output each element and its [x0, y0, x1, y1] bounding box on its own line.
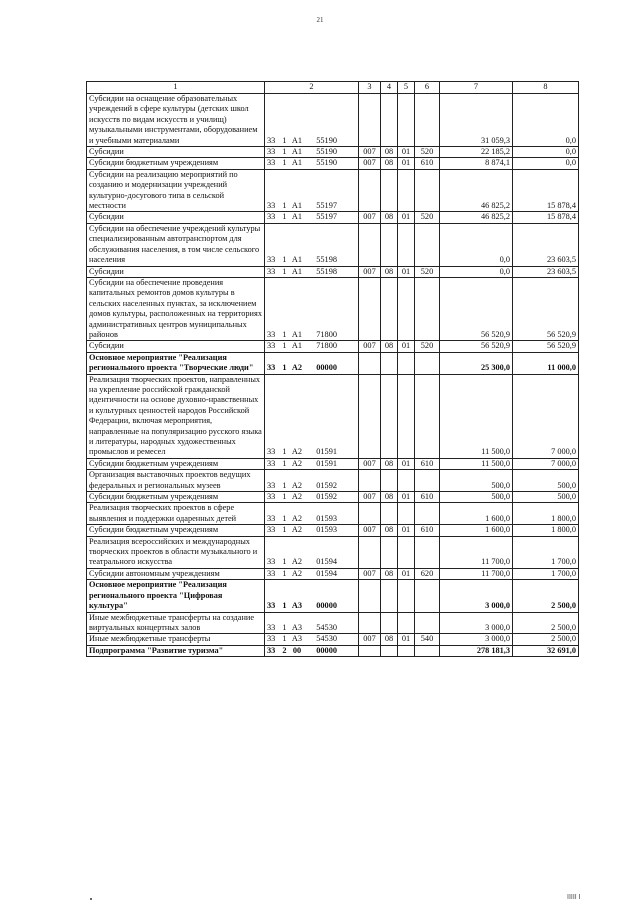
amount-col7: 46 825,2: [440, 169, 513, 212]
expense-type-code: 610: [415, 525, 440, 536]
target-article-code: [265, 634, 359, 645]
amount-col8: 56 520,9: [513, 277, 579, 340]
expense-type-code: 520: [415, 341, 440, 352]
code-subprogram: 2: [282, 645, 287, 655]
amount-col8: 32 691,0: [513, 645, 579, 656]
amount-col8: 1 700,0: [513, 536, 579, 568]
target-article-code: [265, 612, 359, 634]
column-header: 1: [87, 82, 265, 94]
code-subprogram: 1: [282, 601, 287, 611]
code-program: 33: [267, 147, 276, 157]
code-direction: 01594: [316, 568, 337, 578]
amount-col8: 1 800,0: [513, 525, 579, 536]
code-direction: 55190: [316, 147, 337, 157]
amount-col7: 3 000,0: [440, 634, 513, 645]
amount-col7: 500,0: [440, 492, 513, 503]
row-name: Субсидии: [87, 147, 265, 158]
table-row: [87, 266, 579, 277]
subsection-code: 01: [398, 634, 415, 645]
ministry-code: 007: [359, 266, 381, 277]
amount-col8: 1 700,0: [513, 568, 579, 579]
code-direction: 01594: [316, 557, 337, 567]
ministry-code: [359, 503, 381, 525]
section-code: 08: [381, 158, 398, 169]
section-code: 08: [381, 568, 398, 579]
section-code: 08: [381, 492, 398, 503]
column-header: 5: [398, 82, 415, 94]
amount-col7: 1 600,0: [440, 503, 513, 525]
ministry-code: [359, 536, 381, 568]
row-name: Субсидии бюджетным учреждениям: [87, 492, 265, 503]
ministry-code: [359, 94, 381, 147]
code-subprogram: 1: [282, 525, 287, 535]
subsection-code: 01: [398, 158, 415, 169]
code-event: A1: [291, 135, 303, 145]
amount-col8: 2 500,0: [513, 580, 579, 612]
code-program: 33: [267, 525, 276, 535]
ministry-code: 007: [359, 341, 381, 352]
amount-col7: 500,0: [440, 470, 513, 492]
expense-type-code: 610: [415, 492, 440, 503]
expense-type-code: [415, 223, 440, 266]
expense-type-code: 610: [415, 158, 440, 169]
code-event: A3: [291, 601, 303, 611]
target-article-code: [265, 277, 359, 340]
code-subprogram: 1: [282, 492, 287, 502]
code-event: A1: [291, 255, 303, 265]
expense-type-code: [415, 352, 440, 374]
column-header: 2: [265, 82, 359, 94]
code-direction: 55198: [316, 255, 337, 265]
section-code: [381, 536, 398, 568]
code-program: 33: [267, 135, 276, 145]
code-subprogram: 1: [282, 480, 287, 490]
code-subprogram: 1: [282, 147, 287, 157]
section-code: [381, 503, 398, 525]
code-subprogram: 1: [282, 329, 287, 339]
subsection-code: 01: [398, 525, 415, 536]
subsection-code: [398, 277, 415, 340]
amount-col7: 22 185,2: [440, 147, 513, 158]
target-article-code: [265, 147, 359, 158]
column-header: 4: [381, 82, 398, 94]
subsection-code: 01: [398, 147, 415, 158]
expense-type-code: 620: [415, 568, 440, 579]
expense-type-code: 610: [415, 458, 440, 469]
target-article-code: [265, 352, 359, 374]
amount-col8: 2 500,0: [513, 634, 579, 645]
table-row: [87, 536, 579, 568]
code-subprogram: 1: [282, 201, 287, 211]
ministry-code: 007: [359, 212, 381, 223]
table-header-row: [87, 82, 579, 94]
table-row: [87, 147, 579, 158]
amount-col8: 15 878,4: [513, 169, 579, 212]
expense-type-code: 520: [415, 266, 440, 277]
code-program: 33: [267, 480, 276, 490]
subsection-code: 01: [398, 458, 415, 469]
ministry-code: [359, 169, 381, 212]
row-name: Субсидии на обеспечение проведения капитальных ремонтов домов культуры в сельских населенных пунктах, за исключением домов культуры, расположенных на территориях административных центров муниципальных районов: [87, 277, 265, 340]
code-event: A2: [291, 480, 303, 490]
page-number: 21: [316, 16, 324, 24]
amount-col8: 0,0: [513, 94, 579, 147]
code-direction: 55197: [316, 212, 337, 222]
code-direction: 01593: [316, 525, 337, 535]
code-program: 33: [267, 158, 276, 168]
row-name: Реализация творческих проектов в сфере выявления и поддержки одаренных детей: [87, 503, 265, 525]
target-article-code: [265, 580, 359, 612]
row-name: Субсидии на реализацию мероприятий по созданию и модернизации учреждений культурно-досугового типа в сельской местности: [87, 169, 265, 212]
table-row: [87, 503, 579, 525]
ministry-code: [359, 223, 381, 266]
expense-type-code: [415, 470, 440, 492]
subsection-code: [398, 536, 415, 568]
target-article-code: [265, 458, 359, 469]
ministry-code: 007: [359, 147, 381, 158]
code-event: A2: [291, 568, 303, 578]
row-name: Субсидии бюджетным учреждениям: [87, 158, 265, 169]
row-name: Субсидии бюджетным учреждениям: [87, 458, 265, 469]
expense-type-code: [415, 645, 440, 656]
amount-col8: 0,0: [513, 158, 579, 169]
code-program: 33: [267, 568, 276, 578]
code-subprogram: 1: [282, 212, 287, 222]
ministry-code: [359, 612, 381, 634]
table-row: [87, 634, 579, 645]
amount-col7: 56 520,9: [440, 277, 513, 340]
code-direction: 01591: [316, 447, 337, 457]
target-article-code: [265, 94, 359, 147]
amount-col7: 0,0: [440, 266, 513, 277]
code-subprogram: 1: [282, 622, 287, 632]
code-event: A3: [291, 622, 303, 632]
row-name: Субсидии на обеспечение учреждений культуры специализированным автотранспортом для обслуживания населения, в том числе сельского населения: [87, 223, 265, 266]
code-program: 33: [267, 622, 276, 632]
table-row: [87, 492, 579, 503]
target-article-code: [265, 645, 359, 656]
target-article-code: [265, 266, 359, 277]
column-header: 8: [513, 82, 579, 94]
subsection-code: [398, 94, 415, 147]
code-event: A2: [291, 557, 303, 567]
code-event: A1: [291, 158, 303, 168]
code-program: 33: [267, 363, 276, 373]
code-direction: 00000: [316, 363, 337, 373]
expense-type-code: [415, 169, 440, 212]
code-program: 33: [267, 201, 276, 211]
amount-col7: 8 874,1: [440, 158, 513, 169]
ministry-code: [359, 470, 381, 492]
ministry-code: 007: [359, 458, 381, 469]
code-direction: 55190: [316, 158, 337, 168]
code-direction: 54530: [316, 634, 337, 644]
code-event: A1: [291, 329, 303, 339]
ministry-code: 007: [359, 525, 381, 536]
target-article-code: [265, 536, 359, 568]
target-article-code: [265, 374, 359, 458]
amount-col8: 1 800,0: [513, 503, 579, 525]
amount-col7: 56 520,9: [440, 341, 513, 352]
row-name: Субсидии автономным учреждениям: [87, 568, 265, 579]
ministry-code: [359, 645, 381, 656]
target-article-code: [265, 503, 359, 525]
row-name: Субсидии: [87, 212, 265, 223]
section-code: [381, 94, 398, 147]
section-code: [381, 645, 398, 656]
target-article-code: [265, 341, 359, 352]
subsection-code: [398, 580, 415, 612]
table-row: [87, 645, 579, 656]
target-article-code: [265, 525, 359, 536]
target-article-code: [265, 492, 359, 503]
subsection-code: [398, 352, 415, 374]
code-event: A2: [291, 492, 303, 502]
code-event: A2: [291, 458, 303, 468]
amount-col8: 7 000,0: [513, 374, 579, 458]
section-code: 08: [381, 341, 398, 352]
code-direction: 71800: [316, 329, 337, 339]
code-subprogram: 1: [282, 158, 287, 168]
section-code: 08: [381, 458, 398, 469]
amount-col8: 15 878,4: [513, 212, 579, 223]
expense-type-code: [415, 503, 440, 525]
section-code: [381, 470, 398, 492]
expense-type-code: 540: [415, 634, 440, 645]
amount-col7: 31 059,3: [440, 94, 513, 147]
code-program: 33: [267, 447, 276, 457]
amount-col7: 0,0: [440, 223, 513, 266]
code-direction: 01592: [316, 492, 337, 502]
row-name: Субсидии: [87, 341, 265, 352]
table-row: [87, 277, 579, 340]
code-program: 33: [267, 513, 276, 523]
code-program: 33: [267, 255, 276, 265]
section-code: 08: [381, 212, 398, 223]
ministry-code: [359, 580, 381, 612]
code-event: A2: [291, 447, 303, 457]
code-direction: 01593: [316, 513, 337, 523]
expense-type-code: 520: [415, 212, 440, 223]
amount-col8: 500,0: [513, 492, 579, 503]
subsection-code: [398, 223, 415, 266]
section-code: 08: [381, 525, 398, 536]
expense-type-code: 520: [415, 147, 440, 158]
column-header: 7: [440, 82, 513, 94]
amount-col8: 2 500,0: [513, 612, 579, 634]
table-row: [87, 223, 579, 266]
amount-col7: 11 700,0: [440, 568, 513, 579]
subsection-code: [398, 374, 415, 458]
row-name: Иные межбюджетные трансферты на создание виртуальных концертных залов: [87, 612, 265, 634]
scan-dot: [90, 898, 92, 900]
ministry-code: [359, 277, 381, 340]
target-article-code: [265, 169, 359, 212]
target-article-code: [265, 212, 359, 223]
code-program: 33: [267, 492, 276, 502]
table-row: [87, 352, 579, 374]
code-event: A1: [291, 341, 303, 351]
section-code: [381, 374, 398, 458]
ministry-code: 007: [359, 158, 381, 169]
row-name: Основное мероприятие "Реализация регионального проекта "Цифровая культура": [87, 580, 265, 612]
code-subprogram: 1: [282, 513, 287, 523]
section-code: [381, 352, 398, 374]
target-article-code: [265, 568, 359, 579]
table-row: [87, 525, 579, 536]
amount-col7: 25 300,0: [440, 352, 513, 374]
section-code: [381, 223, 398, 266]
subsection-code: [398, 645, 415, 656]
section-code: [381, 580, 398, 612]
row-name: Иные межбюджетные трансферты: [87, 634, 265, 645]
section-code: 08: [381, 266, 398, 277]
table-row: [87, 94, 579, 147]
table-row: [87, 374, 579, 458]
code-program: 33: [267, 329, 276, 339]
amount-col8: 500,0: [513, 470, 579, 492]
code-event: A2: [291, 513, 303, 523]
subsection-code: [398, 503, 415, 525]
row-name: Основное мероприятие "Реализация регионального проекта "Творческие люди": [87, 352, 265, 374]
section-code: [381, 612, 398, 634]
code-program: 33: [267, 645, 276, 655]
column-header: 3: [359, 82, 381, 94]
section-code: [381, 277, 398, 340]
subsection-code: 01: [398, 212, 415, 223]
column-header: 6: [415, 82, 440, 94]
code-event: 00: [292, 645, 302, 655]
code-event: A1: [291, 147, 303, 157]
code-direction: 00000: [316, 645, 337, 655]
section-code: 08: [381, 634, 398, 645]
target-article-code: [265, 223, 359, 266]
code-program: 33: [267, 557, 276, 567]
amount-col8: 7 000,0: [513, 458, 579, 469]
table-row: [87, 568, 579, 579]
section-code: [381, 169, 398, 212]
code-event: A1: [291, 201, 303, 211]
code-subprogram: 1: [282, 341, 287, 351]
row-name: Субсидии на оснащение образовательных учреждений в сфере культуры (детских школ искусств по видам искусств и училищ) музыкальными инструментами, оборудованием и учебными материалами: [87, 94, 265, 147]
table-row: [87, 212, 579, 223]
code-program: 33: [267, 341, 276, 351]
amount-col7: 11 500,0: [440, 374, 513, 458]
amount-col7: 278 181,3: [440, 645, 513, 656]
ministry-code: [359, 352, 381, 374]
subsection-code: [398, 470, 415, 492]
code-direction: 54530: [316, 622, 337, 632]
amount-col7: 3 000,0: [440, 612, 513, 634]
code-subprogram: 1: [282, 458, 287, 468]
code-program: 33: [267, 458, 276, 468]
row-name: Субсидии бюджетным учреждениям: [87, 525, 265, 536]
code-direction: 00000: [316, 601, 337, 611]
table-row: [87, 158, 579, 169]
code-direction: 01591: [316, 458, 337, 468]
amount-col8: 23 603,5: [513, 266, 579, 277]
code-program: 33: [267, 212, 276, 222]
ministry-code: 007: [359, 634, 381, 645]
amount-col8: 0,0: [513, 147, 579, 158]
table-row: [87, 341, 579, 352]
code-direction: 01592: [316, 480, 337, 490]
table-row: [87, 458, 579, 469]
expense-type-code: [415, 612, 440, 634]
code-subprogram: 1: [282, 255, 287, 265]
code-subprogram: 1: [282, 363, 287, 373]
code-subprogram: 1: [282, 135, 287, 145]
table-row: [87, 169, 579, 212]
row-name: Реализация всероссийских и международных творческих проектов в области музыкального и театрального искусства: [87, 536, 265, 568]
ministry-code: [359, 374, 381, 458]
code-subprogram: 1: [282, 266, 287, 276]
amount-col7: 11 500,0: [440, 458, 513, 469]
expense-type-code: [415, 580, 440, 612]
target-article-code: [265, 158, 359, 169]
code-event: A1: [291, 266, 303, 276]
expense-type-code: [415, 374, 440, 458]
amount-col8: 23 603,5: [513, 223, 579, 266]
amount-col7: 11 700,0: [440, 536, 513, 568]
subsection-code: [398, 612, 415, 634]
code-event: A1: [291, 212, 303, 222]
amount-col7: 3 000,0: [440, 580, 513, 612]
code-subprogram: 1: [282, 568, 287, 578]
code-event: A3: [291, 634, 303, 644]
code-subprogram: 1: [282, 447, 287, 457]
row-name: Подпрограмма "Развитие туризма": [87, 645, 265, 656]
code-direction: 55198: [316, 266, 337, 276]
target-article-code: [265, 470, 359, 492]
expense-type-code: [415, 536, 440, 568]
subsection-code: 01: [398, 341, 415, 352]
code-direction: 55197: [316, 201, 337, 211]
subsection-code: 01: [398, 492, 415, 503]
amount-col8: 56 520,9: [513, 341, 579, 352]
subsection-code: 01: [398, 568, 415, 579]
code-direction: 71800: [316, 341, 337, 351]
row-name: Субсидии: [87, 266, 265, 277]
code-event: A2: [291, 525, 303, 535]
amount-col7: 46 825,2: [440, 212, 513, 223]
subsection-code: 01: [398, 266, 415, 277]
section-code: 08: [381, 147, 398, 158]
code-program: 33: [267, 266, 276, 276]
table-row: [87, 612, 579, 634]
code-program: 33: [267, 634, 276, 644]
code-subprogram: 1: [282, 634, 287, 644]
ministry-code: 007: [359, 492, 381, 503]
amount-col7: 1 600,0: [440, 525, 513, 536]
row-name: Организация выставочных проектов ведущих федеральных и региональных музеев: [87, 470, 265, 492]
amount-col8: 11 000,0: [513, 352, 579, 374]
table-row: [87, 470, 579, 492]
expense-type-code: [415, 94, 440, 147]
row-name: Реализация творческих проектов, направленных на укрепление российской гражданской идентичности на основе духовно-нравственных и культурных ценностей народов Российской Федерации, включая мероприятия, направленные на популяризацию русского языка и литературы, народных художественных промыслов и ремесел: [87, 374, 265, 458]
code-direction: 55190: [316, 135, 337, 145]
code-subprogram: 1: [282, 557, 287, 567]
code-program: 33: [267, 601, 276, 611]
expense-type-code: [415, 277, 440, 340]
footer-mark: IIIII I: [567, 894, 581, 901]
code-event: A2: [291, 363, 303, 373]
budget-table: [86, 81, 579, 657]
table-row: [87, 580, 579, 612]
subsection-code: [398, 169, 415, 212]
ministry-code: 007: [359, 568, 381, 579]
